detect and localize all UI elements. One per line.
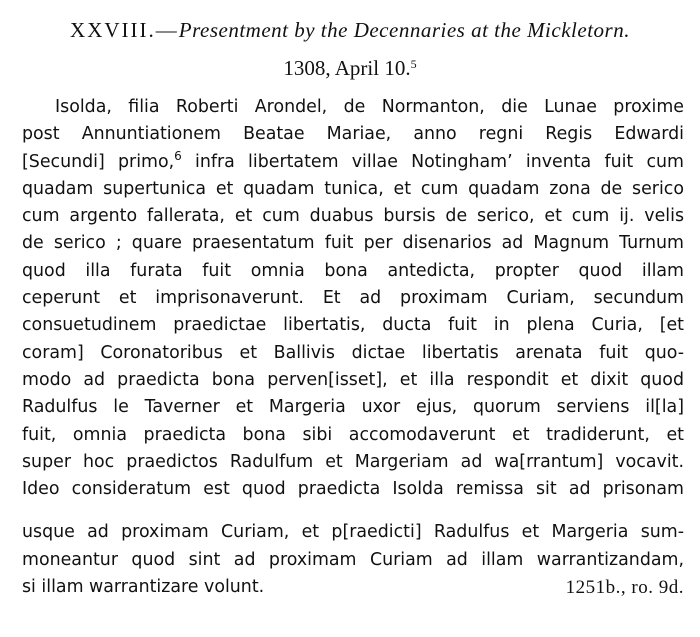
body-line-9: consuetudinem praedictae libertatis, ducta fuit in plena Curia, [et	[22, 315, 684, 336]
heading-number: XXVIII.—	[70, 18, 179, 42]
body-text	[22, 94, 684, 601]
body-line-11: modo ad praedicta bona perven[isset], et illa respondit et dixit quod	[22, 369, 684, 390]
body-line-15: Ideo consideratum est quod praedicta Isolda remissa sit ad prisonam	[22, 479, 684, 500]
date-footnote-marker: 5	[410, 57, 417, 71]
body-line-2: post Annuntiationem Beatae Mariae, anno regni Regis Edwardi	[22, 124, 684, 145]
body-line-3	[22, 149, 684, 176]
body-line-13: fuit, omnia praedicta bona sibi accomodaverunt et tradiderunt, et	[22, 424, 684, 445]
body-line-3-start: [Secundi] primo,	[22, 151, 175, 172]
body-line-12: Radulfus le Taverner et Margeria uxor ejus, quorum serviens il[la]	[22, 397, 684, 418]
body-line-14: super hoc praedictos Radulfum et Margeriam ad wa[rrantum] vocavit.	[22, 451, 684, 472]
date-text: 1308, April 10.	[283, 56, 411, 80]
body-line-3-end: infra libertatem villae Notingham’ inventa fuit cum	[181, 151, 684, 172]
date-line	[0, 55, 700, 81]
body-line-7: quod illa furata fuit omnia bona antedicta, propter quod illam	[22, 260, 684, 281]
archive-reference: 1251b., ro. 9d.	[565, 577, 684, 599]
heading-title: Presentment by the Decennaries at the Mickletorn.	[178, 18, 630, 42]
final-line-row	[22, 574, 684, 601]
body-line-18: si illam warrantizare volunt.	[22, 577, 265, 598]
body-line-1: Isolda, filia Roberti Arondel, de Normanton, die Lunae proxime	[55, 97, 684, 117]
heading	[0, 17, 700, 43]
body-line-10: coram] Coronatoribus et Ballivis dictae libertatis arenata fuit quo-	[22, 342, 684, 363]
body-line-8: ceperunt et imprisonaverunt. Et ad proximam Curiam, secundum	[22, 288, 684, 309]
footnote-marker: 6	[174, 148, 182, 163]
body-line-4: quadam supertunica et quadam tunica, et cum quadam zona de serico	[22, 178, 684, 199]
body-line-16: usque ad proximam Curiam, et p[raedicti] Radulfus et Margeria sum-	[22, 522, 684, 543]
body-line-5: cum argento fallerata, et cum duabus bursis de serico, et cum ij. velis	[22, 206, 684, 227]
body-line-17: moneantur quod sint ad proximam Curiam ad illam warrantizandam,	[22, 549, 684, 570]
body-line-6: de serico ; quare praesentatum fuit per disenarios ad Magnum Turnum	[22, 233, 684, 254]
